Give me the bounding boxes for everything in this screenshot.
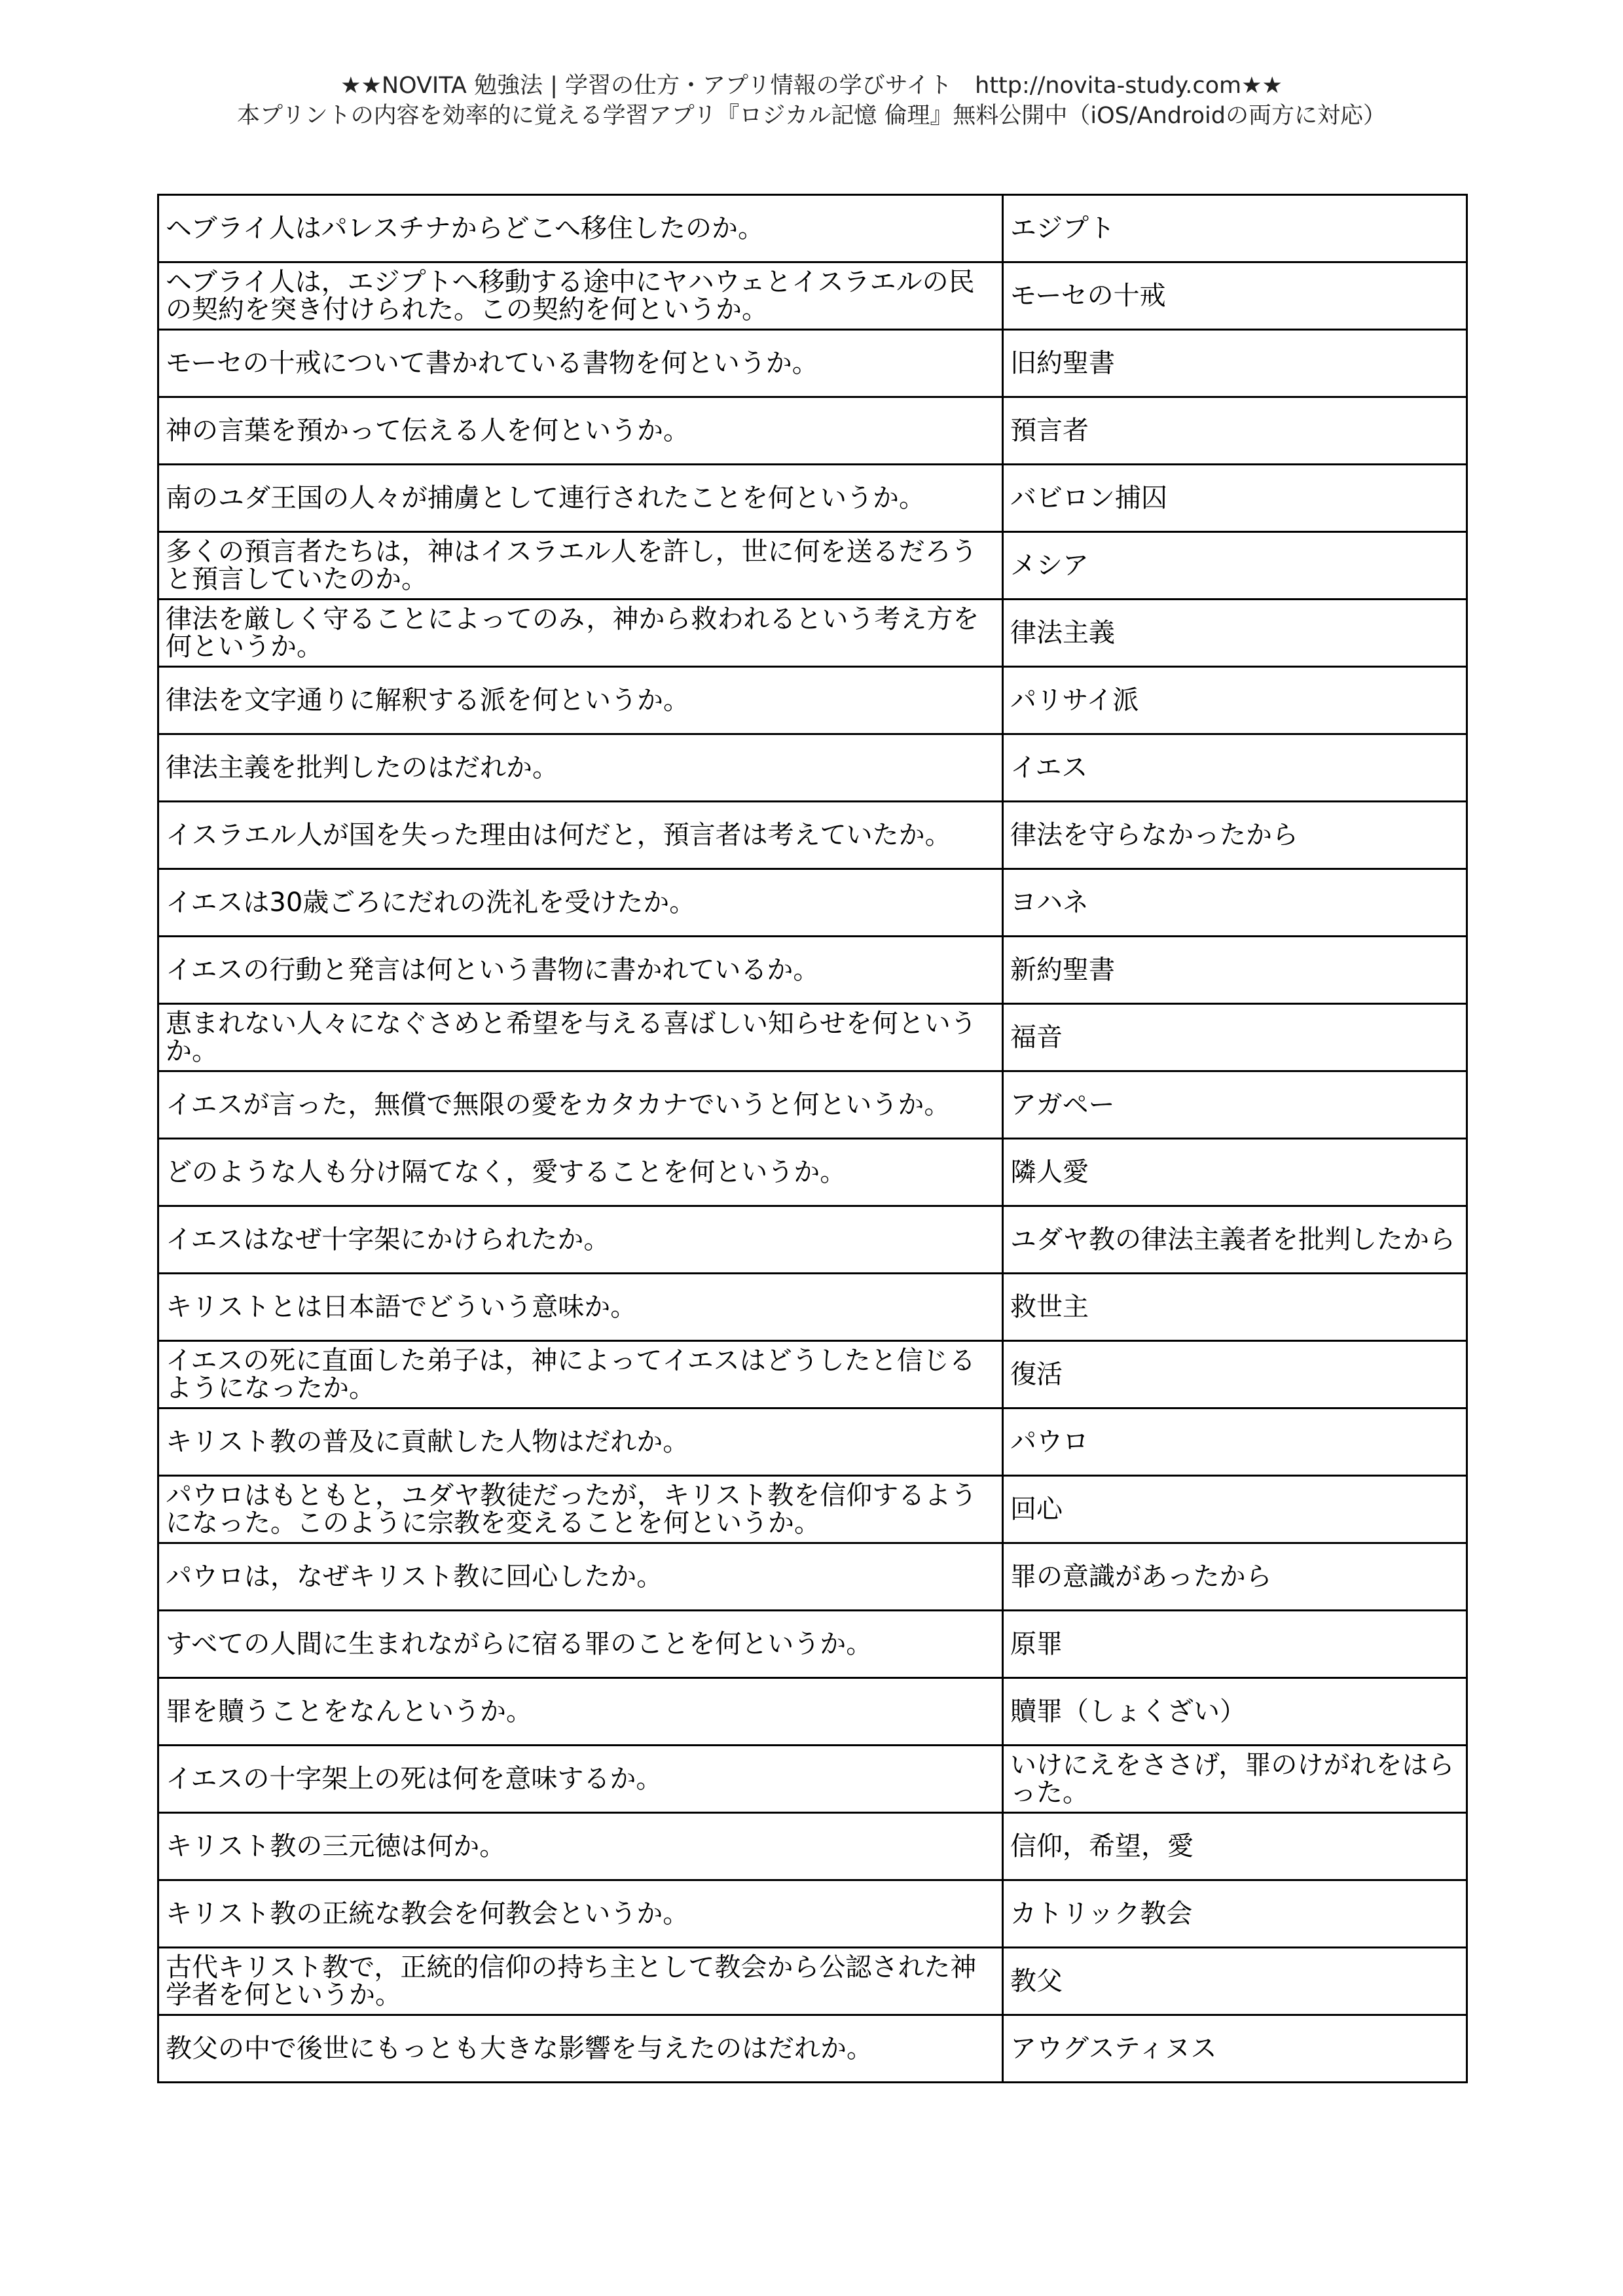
question-cell: キリストとは日本語でどういう意味か。 (158, 1274, 1003, 1341)
table-row (158, 1206, 1467, 1274)
question-cell: イエスの行動と発言は何という書物に書かれているか。 (158, 937, 1003, 1004)
question-cell: 教父の中で後世にもっとも大きな影響を与えたのはだれか。 (158, 2015, 1003, 2083)
question-cell: すべての人間に生まれながらに宿る罪のことを何というか。 (158, 1611, 1003, 1678)
answer-cell: 預言者 (1003, 397, 1467, 465)
table-row (158, 1139, 1467, 1206)
answer-cell: 贖罪（しょくざい） (1003, 1678, 1467, 1746)
question-cell: 律法を文字通りに解釈する派を何というか。 (158, 667, 1003, 734)
answer-cell: 隣人愛 (1003, 1139, 1467, 1206)
question-cell: イエスの死に直面した弟子は，神によってイエスはどうしたと信じるようになったか。 (158, 1341, 1003, 1408)
question-cell: イエスが言った，無償で無限の愛をカタカナでいうと何というか。 (158, 1071, 1003, 1139)
answer-cell: 新約聖書 (1003, 937, 1467, 1004)
page-header (0, 71, 1623, 131)
table-row (158, 802, 1467, 869)
table-row (158, 667, 1467, 734)
qa-table (157, 194, 1468, 2083)
answer-cell: ヨハネ (1003, 869, 1467, 937)
question-cell: キリスト教の三元徳は何か。 (158, 1813, 1003, 1880)
table-row (158, 195, 1467, 262)
answer-cell: 福音 (1003, 1004, 1467, 1071)
answer-cell: パリサイ派 (1003, 667, 1467, 734)
question-cell: イエスは30歳ごろにだれの洗礼を受けたか。 (158, 869, 1003, 937)
answer-cell: カトリック教会 (1003, 1880, 1467, 1948)
question-cell: イエスの十字架上の死は何を意味するか。 (158, 1746, 1003, 1813)
answer-cell: 律法主義 (1003, 600, 1467, 667)
table-row (158, 1274, 1467, 1341)
question-cell: ヘブライ人は，エジプトへ移動する途中にヤハウェとイスラエルの民の契約を突き付けられた。この契約を何というか。 (158, 262, 1003, 330)
table-row (158, 532, 1467, 600)
table-row (158, 869, 1467, 937)
answer-cell: ユダヤ教の律法主義者を批判したから (1003, 1206, 1467, 1274)
table-row (158, 1746, 1467, 1813)
answer-cell: 律法を守らなかったから (1003, 802, 1467, 869)
question-cell: パウロはもともと，ユダヤ教徒だったが，キリスト教を信仰するようになった。このように宗教を変えることを何というか。 (158, 1476, 1003, 1543)
table-row (158, 1341, 1467, 1408)
question-cell: パウロは，なぜキリスト教に回心したか。 (158, 1543, 1003, 1611)
question-cell: キリスト教の普及に貢献した人物はだれか。 (158, 1408, 1003, 1476)
answer-cell: エジプト (1003, 195, 1467, 262)
table-row (158, 397, 1467, 465)
app-notice: 本プリントの内容を効率的に覚える学習アプリ『ロジカル記憶 倫理』無料公開中（iOS/Androidの両方に対応） (237, 103, 1386, 129)
table-row (158, 1004, 1467, 1071)
table-row (158, 1678, 1467, 1746)
table-row (158, 2015, 1467, 2083)
table-row (158, 1948, 1467, 2015)
answer-cell: 教父 (1003, 1948, 1467, 2015)
question-cell: イエスはなぜ十字架にかけられたか。 (158, 1206, 1003, 1274)
answer-cell: 信仰，希望，愛 (1003, 1813, 1467, 1880)
table-row (158, 1611, 1467, 1678)
question-cell: イスラエル人が国を失った理由は何だと，預言者は考えていたか。 (158, 802, 1003, 869)
question-cell: モーセの十戒について書かれている書物を何というか。 (158, 330, 1003, 397)
answer-cell: バビロン捕囚 (1003, 465, 1467, 532)
answer-cell: モーセの十戒 (1003, 262, 1467, 330)
answer-cell: 罪の意識があったから (1003, 1543, 1467, 1611)
answer-cell: パウロ (1003, 1408, 1467, 1476)
table-row (158, 1071, 1467, 1139)
answer-cell: アウグスティヌス (1003, 2015, 1467, 2083)
table-row (158, 330, 1467, 397)
question-cell: 罪を贖うことをなんというか。 (158, 1678, 1003, 1746)
table-row (158, 600, 1467, 667)
answer-cell: 復活 (1003, 1341, 1467, 1408)
table-row (158, 734, 1467, 802)
table-row (158, 1813, 1467, 1880)
answer-cell: 旧約聖書 (1003, 330, 1467, 397)
answer-cell: イエス (1003, 734, 1467, 802)
table-row (158, 1408, 1467, 1476)
answer-cell: 回心 (1003, 1476, 1467, 1543)
question-cell: ヘブライ人はパレスチナからどこへ移住したのか。 (158, 195, 1003, 262)
question-cell: 神の言葉を預かって伝える人を何というか。 (158, 397, 1003, 465)
table-row (158, 1476, 1467, 1543)
question-cell: 古代キリスト教で，正統的信仰の持ち主として教会から公認された神学者を何というか。 (158, 1948, 1003, 2015)
answer-cell: いけにえをささげ，罪のけがれをはらった。 (1003, 1746, 1467, 1813)
site-banner: ★★NOVITA 勉強法 | 学習の仕方・アプリ情報の学びサイト http://novita-study.com★★ (340, 73, 1283, 99)
answer-cell: メシア (1003, 532, 1467, 600)
question-cell: 律法主義を批判したのはだれか。 (158, 734, 1003, 802)
table-row (158, 937, 1467, 1004)
question-cell: 律法を厳しく守ることによってのみ，神から救われるという考え方を何というか。 (158, 600, 1003, 667)
table-row (158, 262, 1467, 330)
question-cell: キリスト教の正統な教会を何教会というか。 (158, 1880, 1003, 1948)
qa-table-body (158, 195, 1467, 2083)
table-row (158, 1543, 1467, 1611)
answer-cell: アガペー (1003, 1071, 1467, 1139)
question-cell: どのような人も分け隔てなく，愛することを何というか。 (158, 1139, 1003, 1206)
question-cell: 多くの預言者たちは，神はイスラエル人を許し，世に何を送るだろうと預言していたのか。 (158, 532, 1003, 600)
answer-cell: 原罪 (1003, 1611, 1467, 1678)
table-row (158, 465, 1467, 532)
answer-cell: 救世主 (1003, 1274, 1467, 1341)
table-row (158, 1880, 1467, 1948)
question-cell: 恵まれない人々になぐさめと希望を与える喜ばしい知らせを何というか。 (158, 1004, 1003, 1071)
question-cell: 南のユダ王国の人々が捕虜として連行されたことを何というか。 (158, 465, 1003, 532)
